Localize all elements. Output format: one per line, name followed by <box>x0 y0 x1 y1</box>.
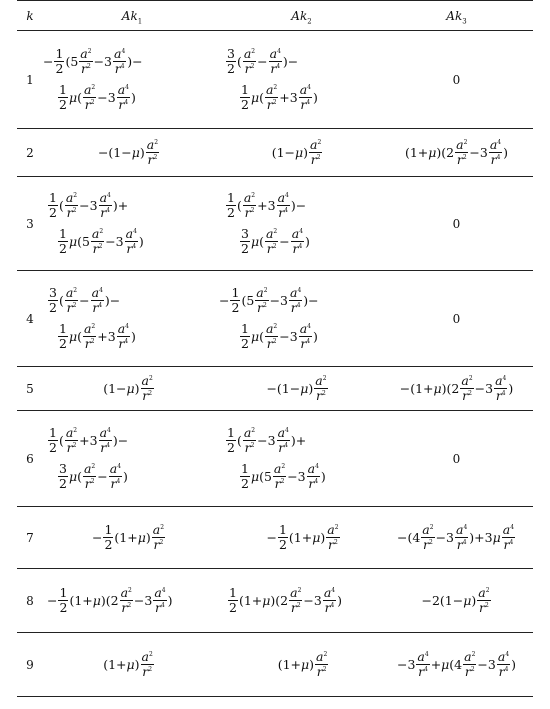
row-k: 7 <box>26 530 34 545</box>
table-row <box>17 31 533 129</box>
row-ak1 <box>43 177 215 270</box>
row-ak1 <box>43 271 215 366</box>
row-ak2 <box>215 177 380 270</box>
formula: −3 $\frac{a^4}{r^4}$ + μ (4 $\frac{a^2}{r^2}$ −3 $\frac{a^4}{r^4}$ ) <box>396 648 517 679</box>
formula-line: − $\frac{1}{2}$ (5 $\frac{a^2}{r^2}$ −3 $\frac{a^4}{r^4}$ )− <box>219 284 319 315</box>
formula: − $\frac{1}{2}$ (1+ μ )(2 $\frac{a^2}{r^2}$ −3 $\frac{a^4}{r^4}$ ) <box>47 584 173 615</box>
row-ak3: 0 <box>452 311 461 326</box>
formula-line: $\frac{1}{2}$ ( $\frac{a^2}{r^2}$ +3 $\frac{a^4}{r^4}$ )− <box>227 189 307 220</box>
row-k: 2 <box>26 145 34 160</box>
formula: (1− μ ) $\frac{a^2}{r^2}$ <box>271 136 322 167</box>
header-row <box>17 0 533 31</box>
formula: − $\frac{1}{2}$ (1+ μ ) $\frac{a^2}{r^2}$ <box>91 521 165 552</box>
table-row <box>17 367 533 411</box>
row-ak2 <box>215 271 380 366</box>
row-ak3 <box>380 633 533 696</box>
formula: − $\frac{1}{2}$ (1+ μ ) $\frac{a^2}{r^2}$ <box>266 521 339 552</box>
formula-line: − $\frac{1}{2}$ (5 $\frac{a^2}{r^2}$ −3 $\frac{a^4}{r^4}$ )− <box>43 45 143 76</box>
row-k: 9 <box>26 657 34 672</box>
formula-line: $\frac{3}{2}$ ( $\frac{a^2}{r^2}$ − $\frac{a^4}{r^4}$ )− <box>227 45 299 76</box>
formula: −(1− μ ) $\frac{a^2}{r^2}$ <box>266 372 327 403</box>
header-k: k <box>26 8 34 23</box>
row-ak3 <box>380 507 533 568</box>
row-ak2 <box>215 569 380 632</box>
table-row <box>17 177 533 271</box>
row-ak1 <box>43 569 215 632</box>
row-ak1 <box>43 507 215 568</box>
header-ak3: $Ak_3$ <box>446 8 467 25</box>
row-k: 4 <box>26 311 34 326</box>
row-ak2 <box>215 411 380 506</box>
formula: −(1+ μ )(2 $\frac{a^2}{r^2}$ −3 $\frac{a^4}{r^4}$ ) <box>399 372 514 403</box>
row-k: 1 <box>26 72 34 87</box>
row-k: 8 <box>26 593 34 608</box>
row-k: 3 <box>26 216 34 231</box>
row-k: 6 <box>26 451 34 466</box>
coefficient-table <box>17 0 533 697</box>
formula-line: $\frac{1}{2}$ ( $\frac{a^2}{r^2}$ −3 $\frac{a^4}{r^4}$ )+ <box>227 424 307 455</box>
formula-line: $\frac{3}{2}$ ( $\frac{a^2}{r^2}$ − $\frac{a^4}{r^4}$ )− <box>49 284 121 315</box>
formula: (1+ μ ) $\frac{a^2}{r^2}$ <box>103 648 153 679</box>
row-ak3 <box>380 129 533 176</box>
row-ak1 <box>43 31 215 128</box>
table-row <box>17 271 533 367</box>
header-ak2: $Ak_2$ <box>291 8 312 25</box>
formula: (1+ μ )(2 $\frac{a^2}{r^2}$ −3 $\frac{a^4}{r^4}$ ) <box>404 136 509 167</box>
formula-line: $\frac{1}{2}$ μ ( $\frac{a^2}{r^2}$ −3 $\frac{a^4}{r^4}$ ) <box>59 81 136 112</box>
formula: (1− μ ) $\frac{a^2}{r^2}$ <box>103 372 153 403</box>
row-ak1 <box>43 129 215 176</box>
table-row <box>17 633 533 697</box>
formula-line: $\frac{3}{2}$ μ ( $\frac{a^2}{r^2}$ − $\frac{a^4}{r^4}$ ) <box>59 460 128 491</box>
formula-line: $\frac{3}{2}$ μ ( $\frac{a^2}{r^2}$ − $\frac{a^4}{r^4}$ ) <box>241 225 310 256</box>
row-k: 5 <box>26 381 34 396</box>
formula-line: $\frac{1}{2}$ ( $\frac{a^2}{r^2}$ −3 $\frac{a^4}{r^4}$ )+ <box>49 189 129 220</box>
row-ak1 <box>43 367 215 410</box>
row-ak3: 0 <box>452 72 461 87</box>
table-row <box>17 411 533 507</box>
formula-line: $\frac{1}{2}$ μ ( $\frac{a^2}{r^2}$ −3 $\frac{a^4}{r^4}$ ) <box>241 320 318 351</box>
table-row <box>17 507 533 569</box>
formula-line: $\frac{1}{2}$ μ ( $\frac{a^2}{r^2}$ +3 $\frac{a^4}{r^4}$ ) <box>241 81 318 112</box>
formula-line: $\frac{1}{2}$ ( $\frac{a^2}{r^2}$ +3 $\frac{a^4}{r^4}$ )− <box>49 424 129 455</box>
formula: $\frac{1}{2}$ (1+ μ )(2 $\frac{a^2}{r^2}$ −3 $\frac{a^4}{r^4}$ ) <box>229 584 342 615</box>
table-row <box>17 569 533 633</box>
formula-line: $\frac{1}{2}$ μ (5 $\frac{a^2}{r^2}$ −3 $\frac{a^4}{r^4}$ ) <box>241 460 326 491</box>
formula: −(4 $\frac{a^2}{r^2}$ −3 $\frac{a^4}{r^4}$ )+3 μ $\frac{a^4}{r^4}$ <box>396 521 515 552</box>
formula-line: $\frac{1}{2}$ μ (5 $\frac{a^2}{r^2}$ −3 $\frac{a^4}{r^4}$ ) <box>59 225 144 256</box>
row-ak3: 0 <box>452 451 461 466</box>
formula: −(1− μ ) $\frac{a^2}{r^2}$ <box>97 136 159 167</box>
formula: (1+ μ ) $\frac{a^2}{r^2}$ <box>277 648 328 679</box>
row-ak1 <box>43 411 215 506</box>
row-ak2 <box>215 507 380 568</box>
row-ak2 <box>215 633 380 696</box>
row-ak2 <box>215 129 380 176</box>
row-ak1 <box>43 633 215 696</box>
row-ak2 <box>215 31 380 128</box>
row-ak3 <box>380 569 533 632</box>
formula-line: $\frac{1}{2}$ μ ( $\frac{a^2}{r^2}$ +3 $\frac{a^4}{r^4}$ ) <box>59 320 136 351</box>
row-ak3: 0 <box>452 216 461 231</box>
row-ak3 <box>380 367 533 410</box>
formula: −2(1− μ ) $\frac{a^2}{r^2}$ <box>421 584 490 615</box>
header-ak1: $Ak_1$ <box>121 8 143 25</box>
row-ak2 <box>215 367 380 410</box>
table-row <box>17 129 533 177</box>
